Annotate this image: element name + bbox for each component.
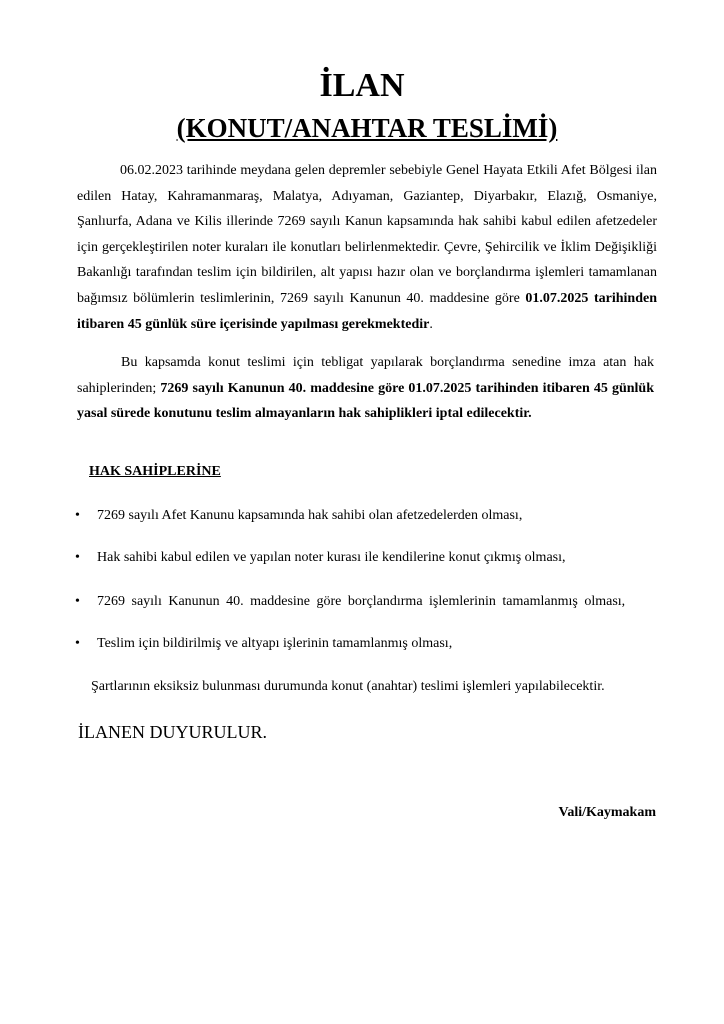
- document-title: İLAN: [319, 67, 405, 104]
- intro-paragraph-text: 06.02.2023 tarihinde meydana gelen depremler sebebiyle Genel Hayata Etkili Afet Bölgesi ilan edilen Hatay, Kahramanmaraş, Malatya, Adıyaman, Gaziantep, Diyarbakır, Elazığ, Osmaniye, Şanlıurfa, Adana ve Kilis illerinde 7269 sayılı Kanun kapsamında hak sahibi kabul edilen afetzedeler için gerçekleştirilen noter kuraları ile konutları belirlenmektedir. Çevre, Şehircilik ve İklim Değişikliği Bakanlığı tarafından teslim için bildirilen, alt yapısı hazır olan ve borçlandırma işlemleri tamamlanan bağımsız bölümlerin teslimlerinin, 7269 sayılı Kanunun 40. maddesine göre: [77, 163, 657, 306]
- bullet-icon: •: [75, 636, 80, 651]
- list-item-text: 7269 sayılı Kanunun 40. maddesine göre borçlandırma işlemlerinin tamamlanmış olması,: [97, 594, 626, 609]
- warning-paragraph-cancellation: 7269 sayılı Kanunun 40. maddesine göre 01.07.2025 tarihinden itibaren 45 günlük yasal sürede konutunu teslim almayanların hak sahiplikleri iptal edilecektir.: [77, 380, 654, 422]
- bullet-icon: •: [75, 550, 80, 565]
- intro-paragraph: [77, 158, 657, 337]
- conditions-summary: Şartlarının eksiksiz bulunması durumunda konut (anahtar) teslimi işlemleri yapılabilecektir.: [91, 679, 605, 694]
- section-heading: HAK SAHİPLERİNE: [89, 464, 221, 479]
- list-item-text: Hak sahibi kabul edilen ve yapılan noter kurası ile kendilerine konut çıkmış olması,: [97, 550, 566, 565]
- intro-paragraph-end: .: [429, 316, 433, 332]
- list-item-text: Teslim için bildirilmiş ve altyapı işlerinin tamamlanmış olması,: [97, 636, 453, 651]
- closing-announcement: İLANEN DUYURULUR.: [78, 722, 267, 742]
- bullet-icon: •: [75, 594, 80, 609]
- list-item-text: 7269 sayılı Afet Kanunu kapsamında hak sahibi olan afetzedelerden olması,: [97, 508, 523, 523]
- document-subtitle: (KONUT/ANAHTAR TESLİMİ): [176, 113, 558, 143]
- warning-paragraph-text: Bu kapsamda konut teslimi için tebligat yapılarak borçlandırma senedine imza atan hak sahiplerinden;: [77, 355, 654, 396]
- signature: Vali/Kaymakam: [558, 805, 656, 820]
- bullet-icon: •: [75, 508, 80, 523]
- intro-paragraph-deadline: 01.07.2025 tarihinden itibaren 45 günlük süre içerisinde yapılması gerekmektedir: [77, 290, 658, 332]
- warning-paragraph: [77, 350, 654, 427]
